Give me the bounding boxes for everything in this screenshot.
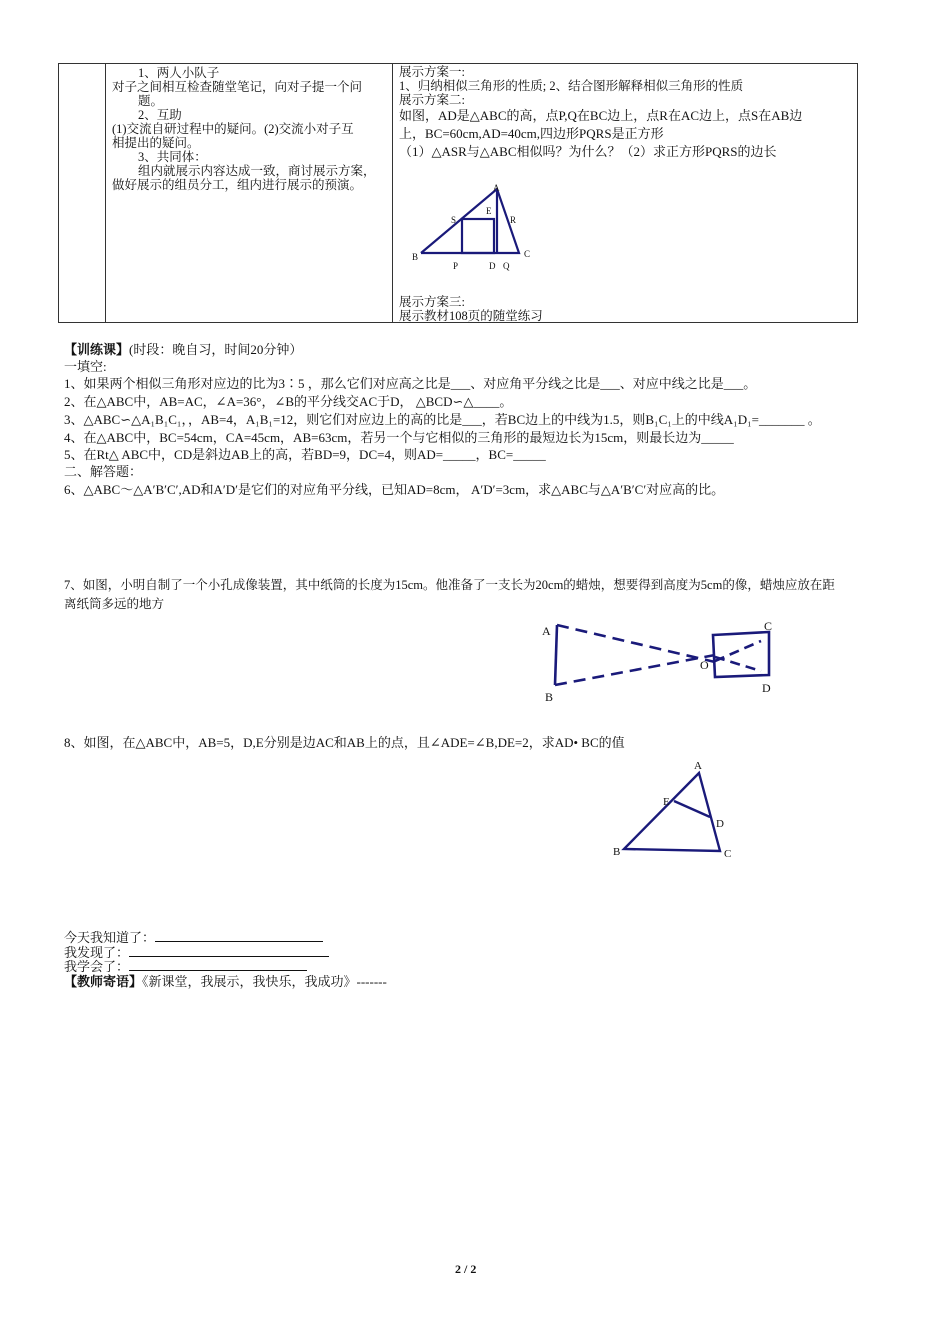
training-header-rest: (时段：晚自习，时间20分钟） bbox=[129, 342, 303, 357]
label-a: A bbox=[493, 183, 500, 193]
label-s: S bbox=[451, 215, 457, 225]
label-a: A bbox=[694, 760, 702, 772]
triangle-abc bbox=[624, 773, 720, 851]
mid-line-4: 2、互助 bbox=[138, 108, 182, 122]
label-e: E bbox=[663, 796, 670, 808]
mid-line-3: 题。 bbox=[138, 94, 164, 108]
summary-know-label: 今天我知道了： bbox=[64, 930, 156, 945]
question-1: 1、如果两个相似三角形对应边的比为3∶5 ，那么它们对应高之比是___、对应角平分线之比是___、对应中线之比是___。 bbox=[64, 376, 757, 391]
blank-know bbox=[155, 929, 323, 942]
presentation-cell bbox=[399, 65, 855, 161]
paper-tube bbox=[713, 632, 769, 677]
label-e: E bbox=[486, 206, 492, 216]
section-solve: 二、解答题： bbox=[64, 464, 143, 479]
ray-lower bbox=[555, 655, 715, 685]
question-5: 5、在Rt△ ABC中，CD是斜边AB上的高，若BD=9，DC=4，则AD=_____，BC=_____ bbox=[64, 447, 546, 462]
question-8: 8、如图，在△ABC中，AB=5，D,E分别是边AC和AB上的点，且∠ADE=∠B,DE=2，求AD• BC的值 bbox=[64, 735, 625, 750]
summary-found-label: 我发现了： bbox=[64, 945, 130, 960]
cooperation-cell bbox=[112, 66, 442, 192]
label-c: C bbox=[524, 249, 531, 259]
teacher-message-bold: 【教师寄语】 bbox=[64, 974, 143, 989]
mid-line-6: 相提出的疑问。 bbox=[112, 136, 200, 150]
summary-learned-label: 我学会了： bbox=[64, 959, 130, 974]
plan2-title: 展示方案二: bbox=[399, 93, 465, 107]
question-7-line-1: 7、如图，小明自制了一个小孔成像装置，其中纸筒的长度为15cm。他准备了一支长为20cm的蜡烛，想要得到高度为5cm的像，蜡烛应放在距 bbox=[64, 578, 835, 592]
label-q: Q bbox=[503, 261, 510, 271]
triangle-abc bbox=[421, 189, 519, 253]
plan1-title: 展示方案一: bbox=[399, 65, 465, 79]
label-a: A bbox=[542, 624, 551, 638]
square-in-triangle-figure bbox=[404, 182, 554, 272]
question-7-line-2: 离纸筒多远的地方 bbox=[64, 597, 165, 611]
teacher-message bbox=[64, 971, 387, 990]
label-d: D bbox=[489, 261, 496, 271]
label-b: B bbox=[412, 252, 419, 262]
mid-line-1: 1、两人小队子 bbox=[138, 66, 220, 80]
question-2: 2、在△ABC中，AB=AC，∠A=36°，∠B的平分线交AC于D， △BCD∽△____。 bbox=[64, 394, 513, 409]
mid-line-8: 组内就展示内容达成一致，商讨展示方案， bbox=[138, 164, 376, 178]
question-6: 6、△ABC～△A′B′C′,AD和A′D′是它们的对应角平分线，已知AD=8cm， A′D′=3cm，求△ABC与△A′B′C′对应高的比。 bbox=[64, 482, 725, 497]
label-b: B bbox=[613, 846, 621, 858]
mid-line-7: 3、共同体： bbox=[138, 150, 207, 164]
question-3: 3、△ABC∽△A₁B₁C₁，，AB=4，A₁B₁=12，则它们对应边上的高的比是___，若BC边上的中线为1.5，则B₁C₁上的中线A₁D₁=_______ 。 bbox=[64, 412, 821, 427]
segment-de bbox=[674, 801, 710, 817]
section-fill-blank: 一填空: bbox=[64, 359, 107, 374]
label-d: D bbox=[762, 681, 771, 695]
plan3-text: 展示教材108页的随堂练习 bbox=[399, 309, 543, 323]
label-p: P bbox=[453, 261, 459, 271]
pinhole-figure bbox=[535, 617, 785, 707]
training-header-bold: 【训练课】 bbox=[64, 342, 130, 357]
label-r: R bbox=[510, 215, 517, 225]
plan3-title: 展示方案三: bbox=[399, 295, 465, 309]
triangle-ade-figure bbox=[608, 755, 748, 865]
question-4: 4、在△ABC中，BC=54cm，CA=45cm，AB=63cm，若另一个与它相似的三角形的最短边长为15cm，则最长边为_____ bbox=[64, 430, 734, 445]
plan1-text: 1、归纳相似三角形的性质; 2、结合图形解释相似三角形的性质 bbox=[399, 79, 744, 93]
label-c: C bbox=[764, 619, 773, 633]
label-c: C bbox=[724, 848, 732, 860]
blank-learned bbox=[129, 958, 307, 971]
mid-line-9: 做好展示的组员分工，组内进行展示的预演。 bbox=[112, 178, 363, 192]
table-divider-1 bbox=[105, 64, 106, 322]
mid-line-2: 对子之间相互检查随堂笔记，向对子提一个问 bbox=[112, 80, 363, 94]
plan3-block bbox=[399, 295, 855, 323]
page-number: 2 / 2 bbox=[455, 1262, 477, 1276]
label-d: D bbox=[716, 818, 724, 830]
label-b: B bbox=[545, 690, 554, 704]
square-pqrs bbox=[462, 219, 494, 253]
teacher-message-text: 《新课堂，我展示，我快乐，我成功》------- bbox=[142, 974, 387, 989]
label-o: O bbox=[700, 658, 709, 672]
plan2-line-1: 如图，AD是△ABC的高，点P,Q在BC边上，点R在AC边上，点S在AB边 bbox=[399, 108, 803, 123]
plan2-line-3: （1）△ASR与△ABC相似吗？为什么？（2）求正方形PQRS的边长 bbox=[399, 144, 777, 159]
ray-to-d bbox=[715, 657, 761, 671]
plan2-line-2: 上，BC=60cm,AD=40cm,四边形PQRS是正方形 bbox=[399, 126, 664, 141]
activity-table bbox=[58, 63, 858, 323]
candle-ab bbox=[555, 625, 557, 685]
mid-line-5: (1)交流自研过程中的疑问。(2)交流小对子互 bbox=[112, 122, 354, 136]
ray-upper bbox=[557, 625, 715, 662]
